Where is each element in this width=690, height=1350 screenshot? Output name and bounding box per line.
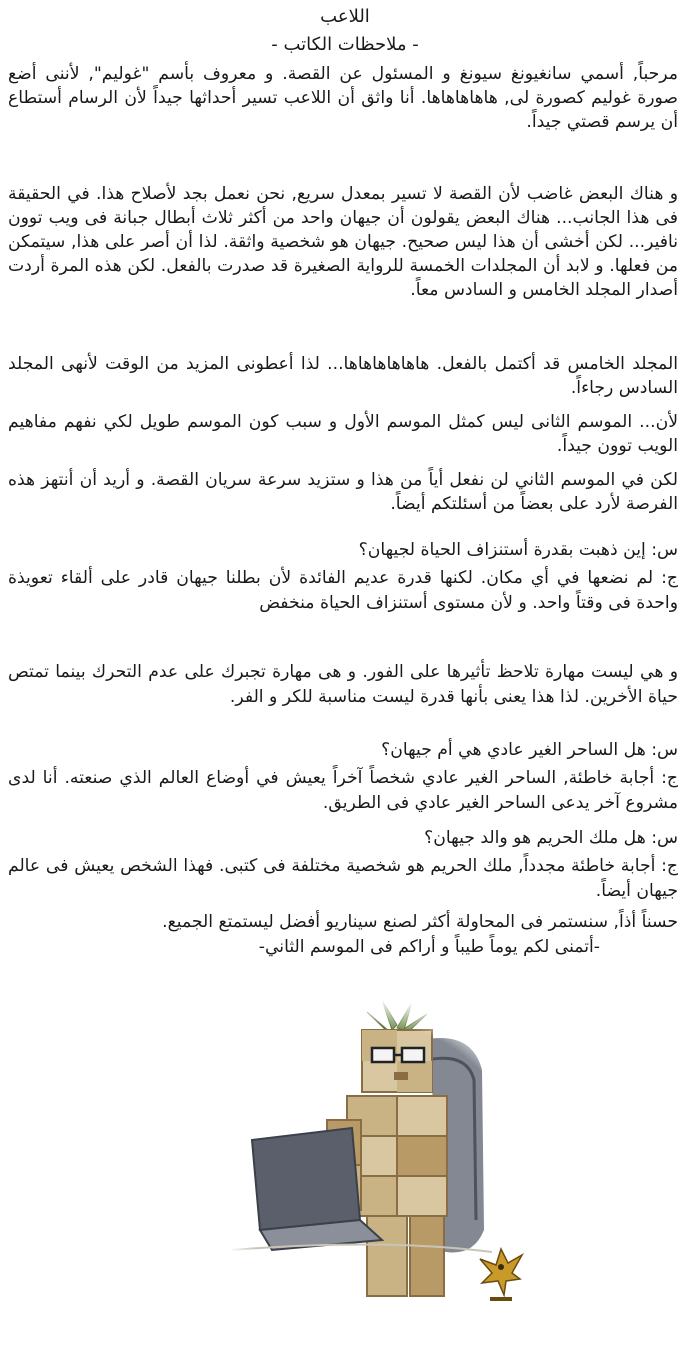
closing-signoff: -أتمنى لكم يوماً طيباً و أراكم فى الموسم الثاني- — [258, 937, 600, 957]
question: س: إين ذهبت بقدرة أستنزاف الحياة لجيهان؟ — [358, 540, 678, 560]
section-title: - ملاحظات الكاتب - — [271, 34, 419, 55]
question: س: هل ملك الحريم هو والد جيهان؟ — [424, 828, 678, 848]
closing — [8, 910, 678, 960]
paragraph-questions: لكن في الموسم الثاني لن نفعل أياً من هذا و ستزيد سرعة سريان القصة. و أريد أن أنتهز هذه الفرصة لأرد على بعضاً من أسئلتكم أيضاً. — [8, 470, 678, 514]
paragraph-pace: و هناك البعض غاضب لأن القصة لا تسير بمعدل سريع, نحن نعمل بجد لأصلاح هذا. في الحقيقة فى هذا الجانب... هناك البعض يقولون أن جيهان واحد من أكثر ثلاث أبطال جبانة فى ويب توون نافير... لكن أخشى أن هذا ليس صحيح. جيهان هو شخصية واثقة. لذا أن أصر على هذا, سيتمكن من فعلها. و لابد أن المجلدات الخمسة للرواية الصغيرة قد صدرت بالفعل. لكن هذه المرة أردت أصدار المجلد الخامس و السادس معاً. — [8, 184, 678, 300]
paragraph-intro: مرحباً, أسمي سانغيونغ سيونغ و المسئول عن القصة. و معروف بأسم "غوليم", لأننى أضع صورة غوليم كصورة لى, هاهاهاهاها. أنا واثق أن اللاعب تسير أحداثها جيداً لأن الرسام أستطاع أن يرسم قصتي جيداً. — [8, 64, 678, 132]
answer: ج: لم نضعها في أي مكان. لكنها قدرة عديم الفائدة لأن بطلنا جيهان قادر على ألقاء تعويذة واحدة فى وقتاً واحد. و لأن مستوى أستنزاف الحياة منخفض — [8, 568, 678, 613]
closing-line: حسناً أذاً, سنستمر فى المحاولة أكثر لصنع سيناريو أفضل ليستمتع الجميع. — [162, 912, 678, 932]
answer: ج: أجابة خاطئة مجدداً, ملك الحريم هو شخصية مختلفة فى كتبى. فهذا الشخص يعيش فى عالم جيهان أيضاً. — [8, 856, 678, 901]
eagle-logo-icon — [478, 1245, 524, 1307]
paragraph-season-two: لأن... الموسم الثانى ليس كمثل الموسم الأول و سبب كون الموسم طويل لكي نفهم مفاهيم الويب توون جيداً. — [8, 412, 678, 456]
page-title: اللاعب — [320, 6, 370, 27]
paragraph-volume-five: المجلد الخامس قد أكتمل بالفعل. هاهاهاهاهاها... لذا أعطونى المزيد من الوقت لأنهى المجلد السادس رجاءاً. — [8, 354, 678, 398]
answer-continued: و هي ليست مهارة تلاحظ تأثيرها على الفور. و هى مهارة تجبرك على عدم التحرك بينما تمتص حياة الأخرين. لذا هذا يعنى بأنها قدرة ليست مناسبة للكر و الفر. — [8, 662, 678, 707]
answer: ج: أجابة خاطئة, الساحر الغير عادي شخصاً آخراً يعيش في أوضاع العالم الذي صنعته. أنا لدى مشروع آخر يدعى الساحر الغير عادي فى الطريق. — [8, 768, 678, 813]
question: س: هل الساحر الغير عادي هي أم جيهان؟ — [381, 740, 678, 760]
